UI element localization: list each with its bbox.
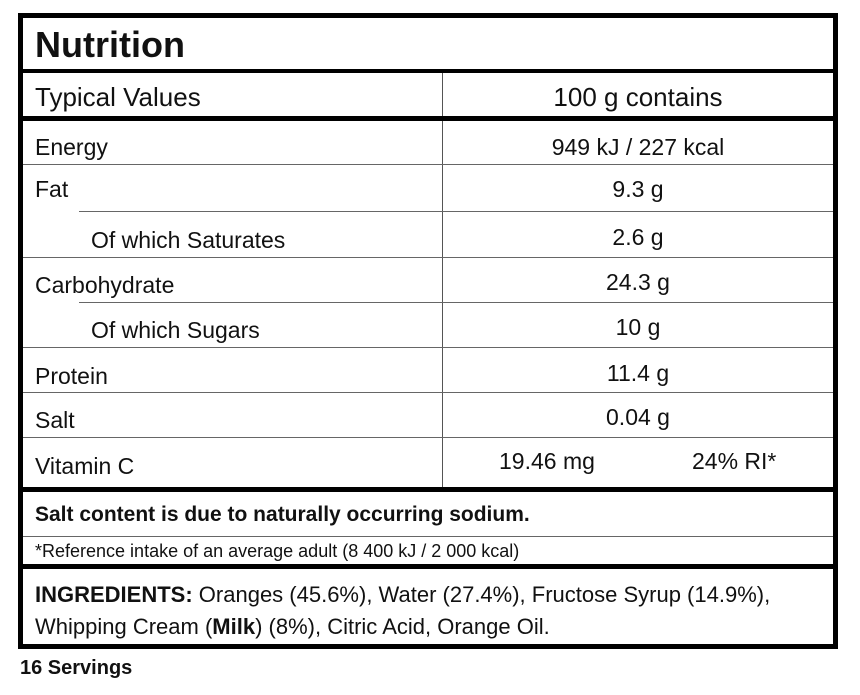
typical-values-header: Typical Values bbox=[35, 82, 201, 112]
ingredients-text bbox=[35, 579, 821, 643]
ingredients-list-part1: Oranges (45.6%), Water (27.4%), Fructose Syrup (14.9%), Whipping Cream ( bbox=[35, 582, 771, 639]
nutrient-name: Protein bbox=[35, 363, 108, 389]
table-row bbox=[23, 347, 833, 392]
per-100g-header: 100 g contains bbox=[553, 82, 723, 112]
nutrient-value: 24.3 g bbox=[606, 269, 670, 295]
salt-note: Salt content is due to naturally occurring sodium. bbox=[35, 503, 530, 526]
table-row bbox=[23, 121, 833, 164]
nutrient-value: 2.6 g bbox=[612, 224, 664, 250]
nutrient-name: Salt bbox=[35, 407, 75, 433]
nutrient-name: Vitamin C bbox=[35, 453, 135, 479]
table-row bbox=[23, 211, 833, 257]
nutrition-label bbox=[18, 13, 838, 649]
nutrient-value: 949 kJ / 227 kcal bbox=[551, 134, 725, 160]
nutrient-name: Fat bbox=[35, 176, 69, 202]
nutrient-value: 10 g bbox=[615, 314, 661, 340]
nutrient-value: 11.4 g bbox=[606, 360, 670, 386]
salt-note-row bbox=[23, 487, 833, 536]
reference-note: *Reference intake of an average adult (8 400 kJ / 2 000 kcal) bbox=[35, 541, 520, 561]
reference-note-row bbox=[23, 536, 833, 566]
table-row bbox=[23, 392, 833, 437]
nutrition-title: Nutrition bbox=[35, 24, 185, 65]
nutrient-value: 19.46 mg bbox=[499, 448, 595, 474]
nutrient-name: Carbohydrate bbox=[35, 272, 175, 298]
table-row bbox=[23, 437, 833, 487]
servings-count: 16 Servings bbox=[20, 657, 133, 679]
nutrient-value: 0.04 g bbox=[606, 404, 670, 430]
nutrient-name: Of which Sugars bbox=[91, 317, 260, 343]
column-divider-header bbox=[442, 73, 443, 116]
table-row bbox=[23, 164, 833, 211]
ingredients-list-part2: ) (8%), Citric Acid, Orange Oil. bbox=[255, 614, 550, 639]
ingredients-row bbox=[23, 564, 833, 644]
reference-intake-percent: 24% RI* bbox=[692, 448, 777, 474]
header-row bbox=[23, 73, 833, 121]
nutrient-value: 9.3 g bbox=[612, 176, 664, 202]
table-row bbox=[23, 302, 833, 347]
ingredients-heading: INGREDIENTS: bbox=[35, 582, 193, 607]
nutrient-name: Energy bbox=[35, 134, 108, 160]
title-row bbox=[23, 18, 833, 73]
table-row bbox=[23, 257, 833, 302]
allergen-milk: Milk bbox=[212, 614, 256, 639]
nutrient-name: Of which Saturates bbox=[91, 227, 286, 253]
